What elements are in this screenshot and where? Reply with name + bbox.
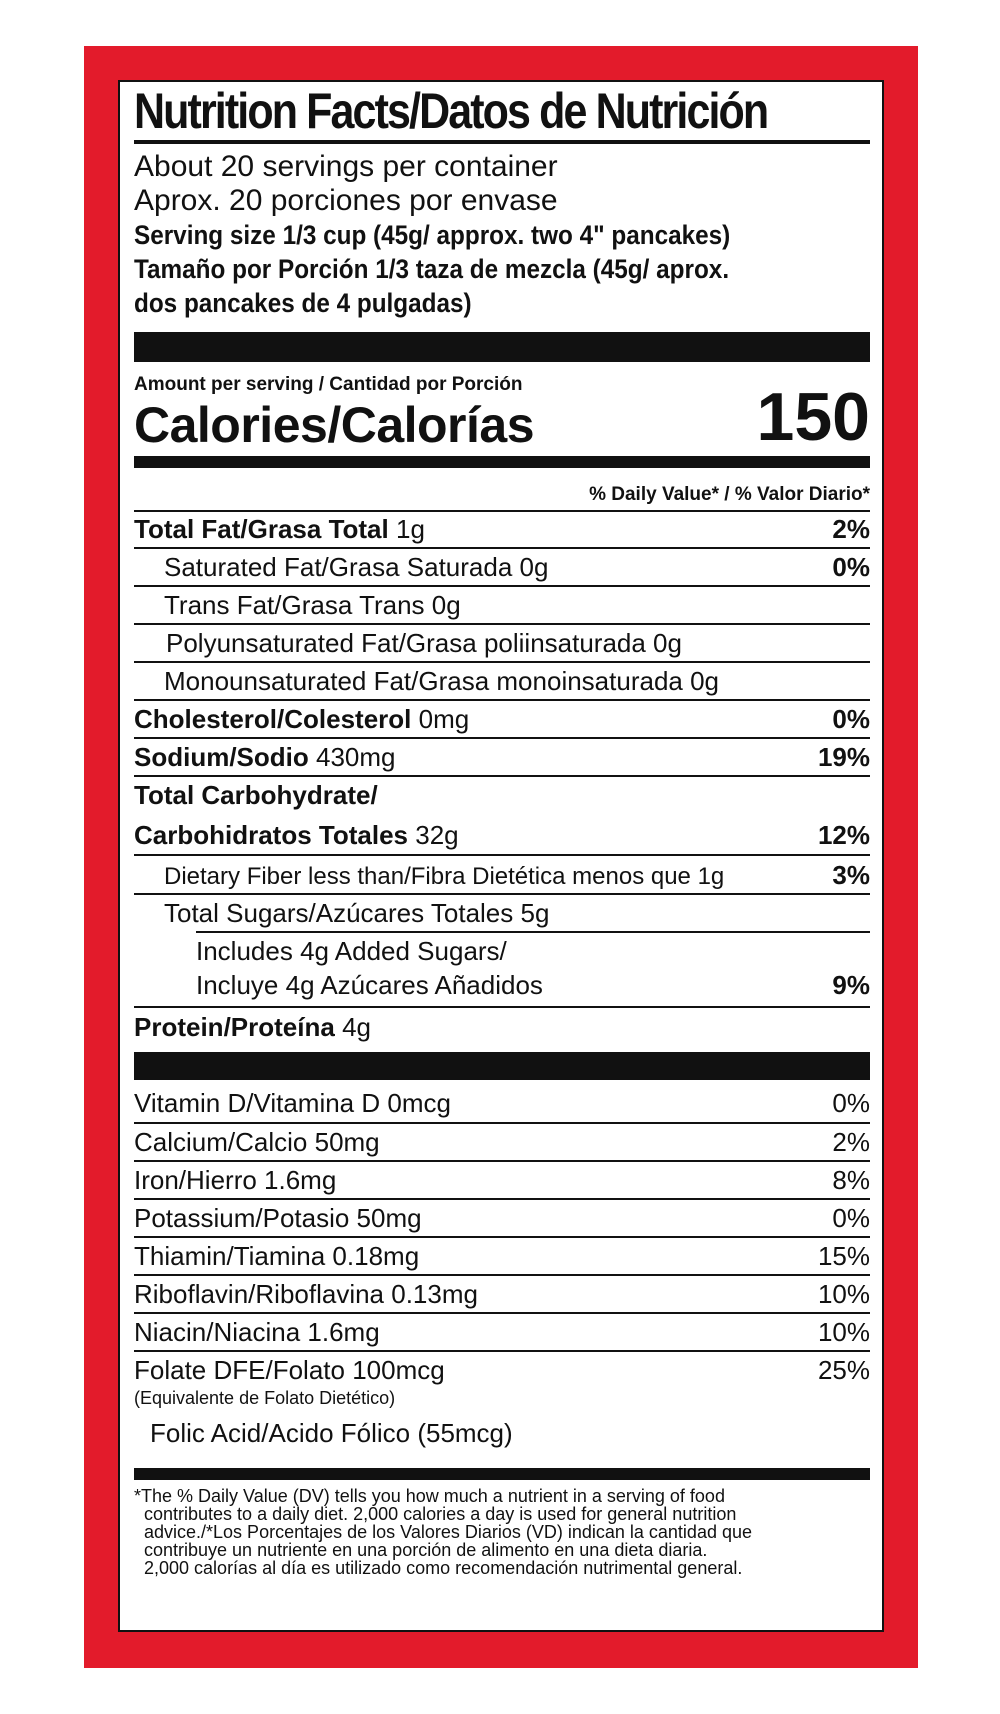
vitamin-row [134,1279,870,1310]
nutrient-name: Includes 4g Added Sugars/ [196,936,507,966]
nutrient-row-trans-fat [164,590,870,621]
nutrient-row-carbohydrate-line1 [134,780,870,811]
nutrient-dv: 2% [832,514,870,544]
nutrient-name: Total Sugars/Azúcares Totales 5g [164,898,550,928]
nutrient-row-added-sugars [196,970,870,1001]
row-rule [134,547,870,549]
row-rule [134,893,870,895]
vitamin-dv: 8% [832,1165,870,1195]
nutrient-dv: 9% [832,970,870,1000]
footnote [134,1487,870,1577]
footnote-line: 2,000 calorías al día es utilizado como recomendación nutrimental general. [144,1558,743,1578]
nutrient-name: Carbohidratos Totales [134,820,409,850]
serving-size-es-line1: Tamaño por Porción 1/3 taza de mezcla (45g/ aprox. [134,254,730,284]
row-rule [134,661,870,663]
row-rule [134,1312,870,1314]
serving-size-es-line2: dos pancakes de 4 pulgadas) [134,288,472,318]
footnote-separator-bar [134,1468,870,1480]
amount-per-serving: Amount per serving / Cantidad por Porción [134,374,523,395]
nutrient-dv: 0% [832,704,870,734]
footnote-line: *The % Daily Value (DV) tells you how much a nutrient in a serving of food [134,1486,725,1506]
nutrient-amount: 1g [395,514,425,544]
footnote-line: contributes to a daily diet. 2,000 calories a day is used for general nutrition [144,1504,737,1524]
nutrient-dv: 12% [817,820,870,850]
row-rule [134,585,870,587]
row-rule [134,1350,870,1352]
row-rule [196,931,870,933]
vitamin-name: Riboflavin/Riboflavina 0.13mg [134,1279,478,1309]
nutrient-name: Polyunsaturated Fat/Grasa poliinsaturada 0g [166,628,682,658]
vitamin-dv: 10% [817,1317,870,1347]
nutrient-name: Incluye 4g Azúcares Añadidos [196,970,543,1000]
title-rule [134,140,870,144]
vitamin-name: Potassium/Potasio 50mg [134,1203,422,1233]
vitamin-name: Iron/Hierro 1.6mg [134,1165,337,1195]
row-rule [134,1006,870,1008]
footnote-line: contribuye un nutriente en una porción de alimento en una dieta diaria. [144,1540,708,1560]
nutrient-row-carbohydrate [134,820,870,851]
vitamin-row [134,1088,870,1119]
nutrient-row-dietary-fiber [164,860,870,891]
nutrient-name: Cholesterol/Colesterol [134,704,412,734]
nutrient-row-polyunsaturated-fat [166,628,870,659]
row-rule [134,737,870,739]
row-rule [134,1236,870,1238]
vitamin-dv: 0% [832,1203,870,1233]
nutrient-name: Saturated Fat/Grasa Saturada 0g [164,552,549,582]
vitamin-row [134,1203,870,1234]
vitamin-row [134,1317,870,1348]
vitamin-dv: 0% [832,1088,870,1118]
calories-value: 150 [756,379,870,455]
row-rule [134,1198,870,1200]
row-rule [134,854,870,856]
vitamin-dv: 10% [817,1279,870,1309]
vitamin-dv: 2% [832,1127,870,1157]
vitamin-row [134,1355,870,1386]
row-rule [134,1274,870,1276]
servings-es: Aprox. 20 porciones por envase [134,184,558,217]
nutrient-name: Monounsaturated Fat/Grasa monoinsaturada 0g [164,666,720,696]
vitamin-row [134,1165,870,1196]
row-rule [134,1160,870,1162]
serving-size-en: Serving size 1/3 cup (45g/ approx. two 4" pancakes) [134,220,731,250]
nutrient-name: Protein/Proteína [134,1012,335,1042]
vitamin-name: Niacin/Niacina 1.6mg [134,1317,380,1347]
vitamin-name: Folate DFE/Folato 100mcg [134,1355,445,1385]
nutrient-name: Total Carbohydrate/ [134,780,378,810]
nutrition-facts-label [118,80,884,1632]
vitamin-name: Calcium/Calcio 50mg [134,1127,380,1157]
nutrient-dv: 19% [817,742,870,772]
row-rule [134,1122,870,1124]
servings-en: About 20 servings per container [134,150,558,183]
label-title: Nutrition Facts/Datos de Nutrición [134,83,768,139]
vitamin-name: Vitamin D/Vitamina D 0mcg [134,1088,451,1118]
folic-acid-line: Folic Acid/Acido Fólico (55mcg) [150,1418,513,1448]
nutrient-row-total-fat [134,514,870,545]
row-rule [134,775,870,777]
calories-label: Calories/Calorías [134,397,535,453]
nutrient-row-protein [134,1012,870,1043]
thick-separator-bar [134,332,870,362]
nutrient-row-monounsaturated-fat [164,666,870,697]
nutrient-dv: 3% [832,860,870,890]
nutrient-row-total-sugars [164,898,870,929]
nutrient-name: Trans Fat/Grasa Trans 0g [164,590,461,620]
nutrient-amount: 32g [415,820,459,850]
vitamin-row [134,1241,870,1272]
row-rule [134,510,870,512]
vitamin-dv: 25% [817,1355,870,1385]
nutrient-name: Total Fat/Grasa Total [134,514,389,544]
nutrient-row-added-sugars-line1 [196,936,870,967]
nutrient-row-sodium [134,742,870,773]
daily-value-header: % Daily Value* / % Valor Diario* [589,484,870,505]
footnote-line: advice./*Los Porcentajes de los Valores Diarios (VD) indican la cantidad que [144,1522,752,1542]
folate-note: (Equivalente de Folato Dietético) [134,1388,396,1408]
nutrient-name: Dietary Fiber less than/Fibra Dietética menos que 1g [164,863,725,890]
nutrient-row-cholesterol [134,704,870,735]
vitamins-separator-bar [134,1052,870,1080]
vitamin-name: Thiamin/Tiamina 0.18mg [134,1241,420,1271]
calories-separator-bar [134,456,870,468]
nutrient-row-saturated-fat [164,552,870,583]
nutrient-amount: 4g [342,1012,371,1042]
vitamin-row [134,1127,870,1158]
nutrient-name: Sodium/Sodio [134,742,309,772]
nutrient-dv: 0% [832,552,870,582]
row-rule [134,699,870,701]
row-rule [134,623,870,625]
nutrient-amount: 430mg [316,742,396,772]
nutrient-amount: 0mg [418,704,470,734]
vitamin-dv: 15% [817,1241,870,1271]
